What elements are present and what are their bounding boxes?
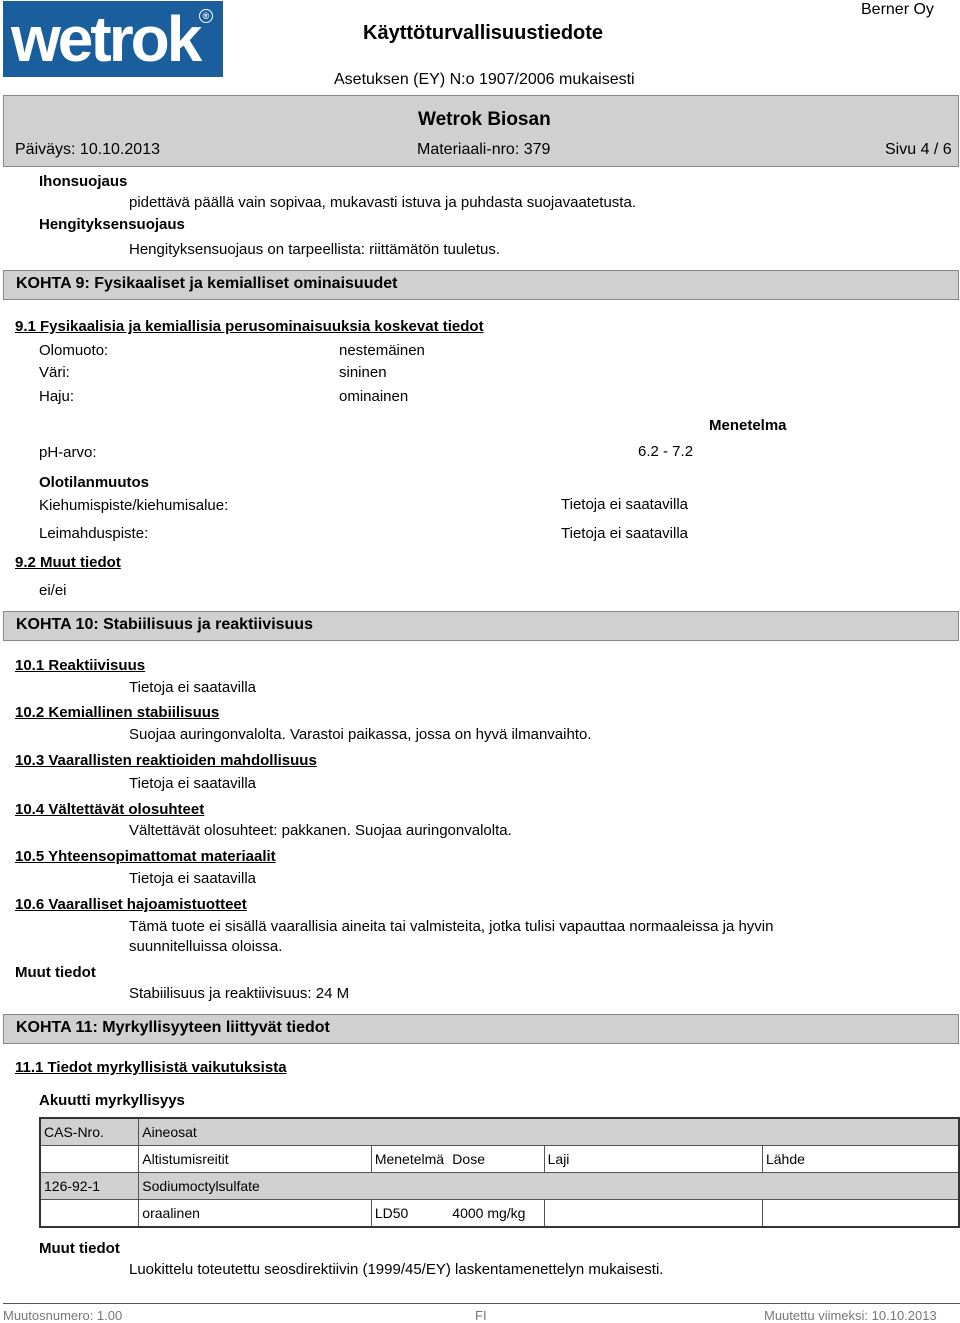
section-11-1-heading: 11.1 Tiedot myrkyllisistä vaikutuksista <box>15 1059 287 1076</box>
section-10-1-text: Tietoja ei saatavilla <box>129 679 257 696</box>
skin-protection-label: Ihonsuojaus <box>39 173 128 190</box>
table-header-row <box>40 1118 959 1146</box>
product-name: Wetrok Biosan <box>418 109 551 130</box>
section-10-bar <box>3 611 959 641</box>
cell-method: LD50 <box>371 1200 449 1228</box>
section-10-4-text: Vältettävät olosuhteet: pakkanen. Suojaa auringonvalolta. <box>129 822 512 839</box>
section-9-title: KOHTA 9: Fysikaaliset ja kemialliset ominaisuudet <box>16 275 398 292</box>
regulation-text: Asetuksen (EY) N:o 1907/2006 mukaisesti <box>334 71 635 88</box>
header-species: Laji <box>544 1146 762 1173</box>
color-value: sininen <box>339 364 387 381</box>
logo-wordmark: wetrok <box>11 3 200 75</box>
header-empty <box>40 1146 139 1173</box>
section-10-4-heading: 10.4 Vältettävät olosuhteet <box>15 801 205 818</box>
header-dose: Dose <box>449 1146 544 1173</box>
other-info-value: ei/ei <box>39 582 67 599</box>
respiratory-protection-label: Hengityksensuojaus <box>39 216 185 233</box>
table-subheader-row <box>40 1146 959 1173</box>
header-route: Altistumisreitit <box>139 1146 372 1173</box>
company-name: Berner Oy <box>861 1 934 18</box>
registered-mark: ® <box>199 9 213 23</box>
toxicity-table <box>39 1117 960 1228</box>
header-substance: Aineosat <box>139 1118 959 1146</box>
form-label: Olomuoto: <box>39 342 109 359</box>
cell-route: oraalinen <box>139 1200 372 1228</box>
section-10-2-text: Suojaa auringonvalolta. Varastoi paikassa, jossa on hyvä ilmanvaihto. <box>129 726 592 743</box>
state-change-heading: Olotilanmuutos <box>39 474 149 491</box>
revision-number: Muutosnumero: 1.00 <box>3 1308 123 1323</box>
last-modified: Muutettu viimeksi: 10.10.2013 <box>764 1308 937 1323</box>
issue-date: Päiväys: 10.10.2013 <box>15 141 160 158</box>
section-10-6-text-line2: suunnitelluissa oloissa. <box>129 938 283 955</box>
cell-substance: Sodiumoctylsulfate <box>139 1173 959 1200</box>
skin-protection-text: pidettävä päällä vain sopivaa, mukavasti istuva ja puhdasta suojavaatetusta. <box>129 194 636 211</box>
respiratory-protection-text: Hengityksensuojaus on tarpeellista: riittämätön tuuletus. <box>129 241 501 258</box>
cell-empty <box>40 1200 139 1228</box>
section-10-title: KOHTA 10: Stabiilisuus ja reaktiivisuus <box>16 616 313 633</box>
section-10-3-heading: 10.3 Vaarallisten reaktioiden mahdollisuus <box>15 752 317 769</box>
method-header: Menetelma <box>709 417 787 434</box>
section-10-1-heading: 10.1 Reaktiivisuus <box>15 657 146 674</box>
header-method: Menetelmä <box>371 1146 449 1173</box>
language-code: FI <box>475 1308 487 1323</box>
section-11-other-label: Muut tiedot <box>39 1240 120 1257</box>
form-value: nestemäinen <box>339 342 425 359</box>
section-9-bar <box>3 270 959 300</box>
section-11-title: KOHTA 11: Myrkyllisyyteen liittyvät tiedot <box>16 1019 330 1036</box>
footer-divider <box>3 1303 960 1304</box>
flash-point-value: Tietoja ei saatavilla <box>561 525 689 542</box>
boiling-point-value: Tietoja ei saatavilla <box>561 496 689 513</box>
odor-value: ominainen <box>339 388 409 405</box>
section-10-6-text-line1: Tämä tuote ei sisällä vaarallisia aineita tai valmisteita, jotka tulisi vapauttaa normaaleissa ja hyvin <box>129 918 774 935</box>
section-10-3-text: Tietoja ei saatavilla <box>129 775 257 792</box>
section-10-5-text: Tietoja ei saatavilla <box>129 870 257 887</box>
section-10-other-label: Muut tiedot <box>15 964 96 981</box>
section-9-1-heading: 9.1 Fysikaalisia ja kemiallisia perusominaisuuksia koskevat tiedot <box>15 318 484 335</box>
cell-source <box>762 1200 959 1228</box>
color-label: Väri: <box>39 364 70 381</box>
document-title: Käyttöturvallisuustiedote <box>363 22 604 44</box>
odor-label: Haju: <box>39 388 75 405</box>
material-number: Materiaali-nro: 379 <box>417 141 551 158</box>
section-9-2-heading: 9.2 Muut tiedot <box>15 554 121 571</box>
ph-value: 6.2 - 7.2 <box>638 443 694 460</box>
section-10-5-heading: 10.5 Yhteensopimattomat materiaalit <box>15 848 276 865</box>
cell-species <box>544 1200 762 1228</box>
acute-toxicity-heading: Akuutti myrkyllisyys <box>39 1092 185 1109</box>
page-number: Sivu 4 / 6 <box>885 141 952 158</box>
section-10-6-heading: 10.6 Vaaralliset hajoamistuotteet <box>15 896 247 913</box>
wetrok-logo <box>3 1 223 77</box>
header-source: Lähde <box>762 1146 959 1173</box>
section-10-other-text: Stabiilisuus ja reaktiivisuus: 24 M <box>129 985 350 1002</box>
section-11-bar <box>3 1014 959 1044</box>
header-cas: CAS-Nro. <box>40 1118 139 1146</box>
table-row <box>40 1200 959 1228</box>
ph-label: pH-arvo: <box>39 444 97 461</box>
boiling-point-label: Kiehumispiste/kiehumisalue: <box>39 497 229 514</box>
cell-dose: 4000 mg/kg <box>449 1200 544 1228</box>
flash-point-label: Leimahduspiste: <box>39 525 149 542</box>
cell-cas: 126-92-1 <box>40 1173 139 1200</box>
table-row <box>40 1173 959 1200</box>
section-10-2-heading: 10.2 Kemiallinen stabiilisuus <box>15 704 220 721</box>
section-11-other-text: Luokittelu toteutettu seosdirektiivin (1999/45/EY) laskentamenettelyn mukaisesti. <box>129 1261 664 1278</box>
